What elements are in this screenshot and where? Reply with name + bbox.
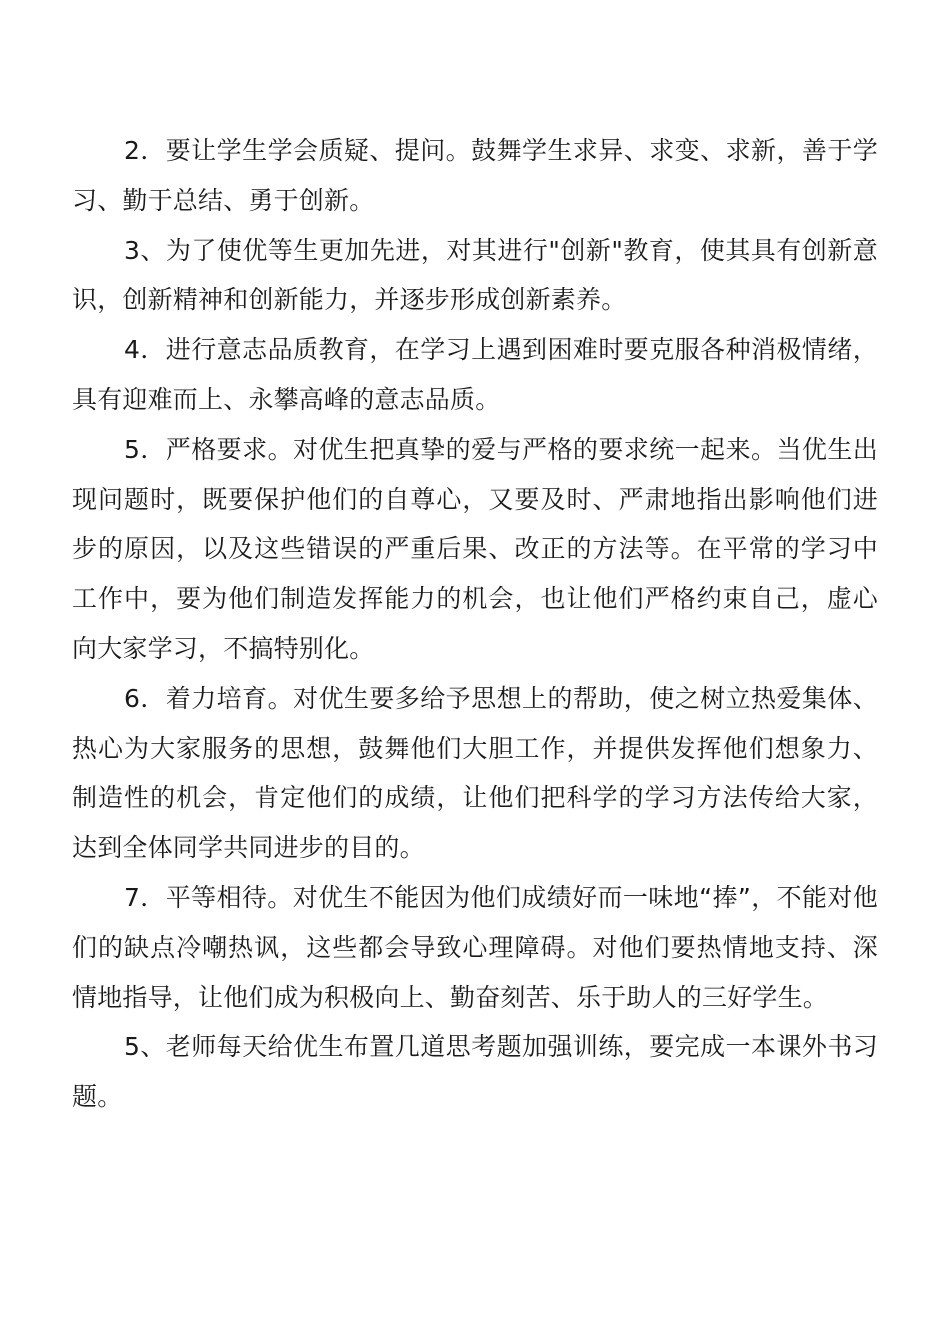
paragraph-item-7: 7．平等相待。对优生不能因为他们成绩好而一味地“捧”，不能对他们的缺点冷嘲热讽，这些都会导致心理障碍。对他们要热情地支持、深情地指导，让他们成为积极向上、勤奋刻苦、乐于助人的三好学生。 <box>72 882 878 1012</box>
paragraph-item-4: 4．进行意志品质教育，在学习上遇到困难时要克服各种消极情绪，具有迎难而上、永攀高峰的意志品质。 <box>72 335 878 414</box>
document-body <box>72 126 878 1122</box>
paragraph-item-3: 3、为了使优等生更加先进，对其进行"创新"教育，使其具有创新意识，创新精神和创新能力，并逐步形成创新素养。 <box>72 235 878 315</box>
paragraph-item-6: 6．着力培育。对优生要多给予思想上的帮助，使之树立热爱集体、热心为大家服务的思想，鼓舞他们大胆工作，并提供发挥他们想象力、制造性的机会，肯定他们的成绩，让他们把科学的学习方法传给大家，达到全体同学共同进步的目的。 <box>72 683 878 863</box>
paragraph-item-5-strict-requirements: 5．严格要求。对优生把真挚的爱与严格的要求统一起来。当优生出现问题时，既要保护他们的自尊心，又要及时、严肃地指出影响他们进步的原因，以及这些错误的严重后果、改正的方法等。在平常的学习中工作中，要为他们制造发挥能力的机会，也让他们严格约束自己，虚心向大家学习，不搞特别化。 <box>72 434 878 663</box>
paragraph-item-5-daily-exercises: 5、老师每天给优生布置几道思考题加强训练，要完成一本课外书习题。 <box>72 1032 878 1112</box>
paragraph-item-2: 2．要让学生学会质疑、提问。鼓舞学生求异、求变、求新，善于学习、勤于总结、勇于创新。 <box>72 136 878 215</box>
